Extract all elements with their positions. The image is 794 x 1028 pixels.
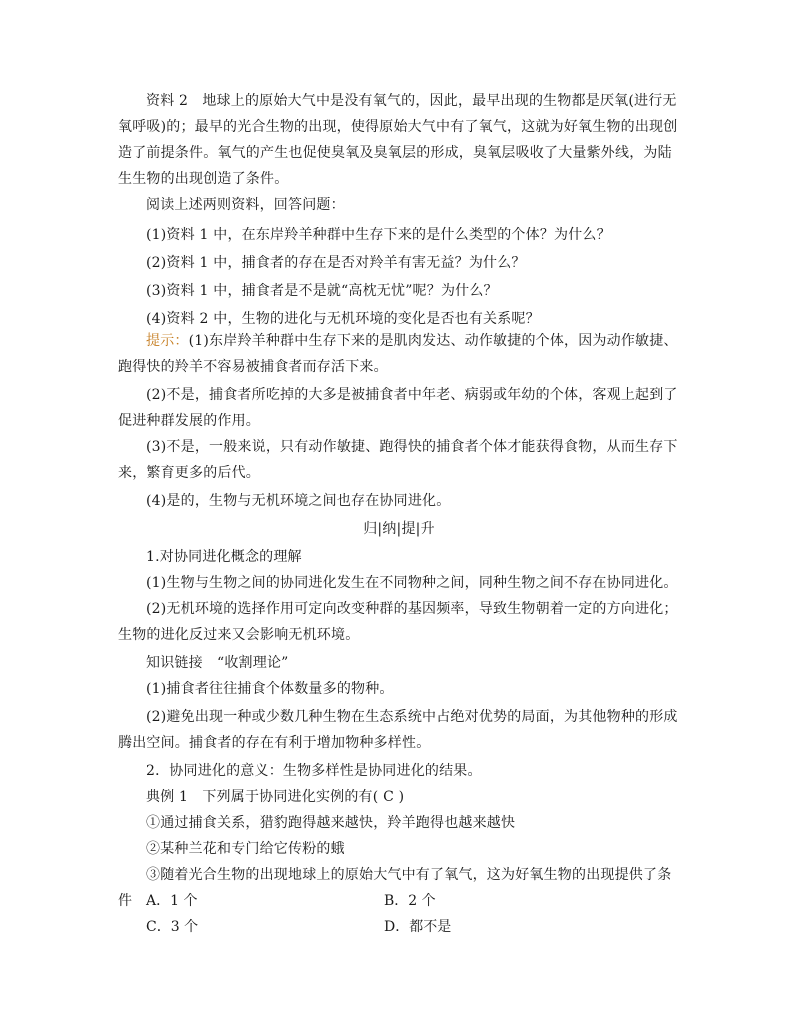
- answer-4: (4)是的，生物与无机环境之间也存在协同进化。: [146, 493, 451, 509]
- option-b: B．2 个: [384, 893, 436, 909]
- question-2: (2)资料 1 中，捕食者的存在是否对羚羊有害无益？为什么？: [146, 255, 526, 271]
- question-1: (1)资料 1 中，在东岸羚羊种群中生存下来的是什么类型的个体？为什么？: [146, 227, 611, 243]
- section-title: 归|纳|提|升: [363, 521, 435, 537]
- option-a: A．1 个: [146, 893, 198, 909]
- significance: 2．协同进化的意义：生物多样性是协同进化的结果。: [146, 763, 482, 779]
- concept-point-1: (1)生物与生物之间的协同进化发生在不同物种之间，同种生物之间不存在协同进化。: [146, 575, 678, 591]
- knowledge-link-title: 知识链接 “收割理论”: [146, 655, 289, 671]
- example-item-1: ①通过捕食关系，猎豹跑得越来越快，羚羊跑得也越来越快: [146, 815, 516, 831]
- answer-2: (2)不是，捕食者所吃掉的大多是被捕食者中年老、病弱或年幼的个体，客观上起到了促进种群发展的作用。: [118, 387, 678, 429]
- concept-point-2: (2)无机环境的选择作用可定向改变种群的基因频率，导致生物朝着一定的方向进化；生物的进化反过来又会影响无机环境。: [118, 601, 678, 643]
- answer-1: [118, 328, 680, 380]
- option-c: C．3 个: [146, 919, 199, 935]
- question-4: (4)资料 2 中，生物的进化与无机环境的变化是否也有关系呢？: [146, 311, 540, 327]
- hint-label: 提示：: [146, 333, 189, 349]
- option-d: D．都不是: [384, 919, 452, 935]
- example-item-2: ②某种兰花和专门给它传粉的蛾: [146, 841, 345, 857]
- concept-heading: 1.对协同进化概念的理解: [146, 549, 302, 565]
- answer-1-text: (1)东岸羚羊种群中生存下来的是肌肉发达、动作敏捷的个体，因为动作敏捷、跑得快的羚羊不容易被捕食者而存活下来。: [118, 333, 678, 375]
- question-3: (3)资料 1 中，捕食者是不是就“高枕无忧”呢？为什么？: [146, 283, 498, 299]
- read-prompt: 阅读上述两则资料，回答问题：: [146, 197, 345, 213]
- answer-3: (3)不是，一般来说，只有动作敏捷、跑得快的捕食者个体才能获得食物，从而生存下来，繁育更多的后代。: [118, 439, 678, 481]
- example-item-3: ③随着光合生物的出现地球上的原始大气中有了氧气，这为好氧生物的出现提供了条件: [118, 867, 672, 909]
- material-2-paragraph: 资料 2 地球上的原始大气中是没有氧气的，因此，最早出现的生物都是厌氧(进行无氧呼吸)的；最早的光合生物的出现，使得原始大气中有了氧气，这就为好氧生物的出现创造了前提条件。氧气的产生也促使臭氧及臭氧层的形成，臭氧层吸收了大量紫外线，为陆生生物的出现创造了条件。: [118, 93, 678, 187]
- link-point-2: (2)避免出现一种或少数几种生物在生态系统中占绝对优势的局面，为其他物种的形成腾出空间。捕食者的存在有利于增加物种多样性。: [118, 709, 678, 751]
- example-title: 典例 1 下列属于协同进化实例的有( C ): [146, 789, 405, 805]
- link-point-1: (1)捕食者往往捕食个体数量多的物种。: [146, 681, 394, 697]
